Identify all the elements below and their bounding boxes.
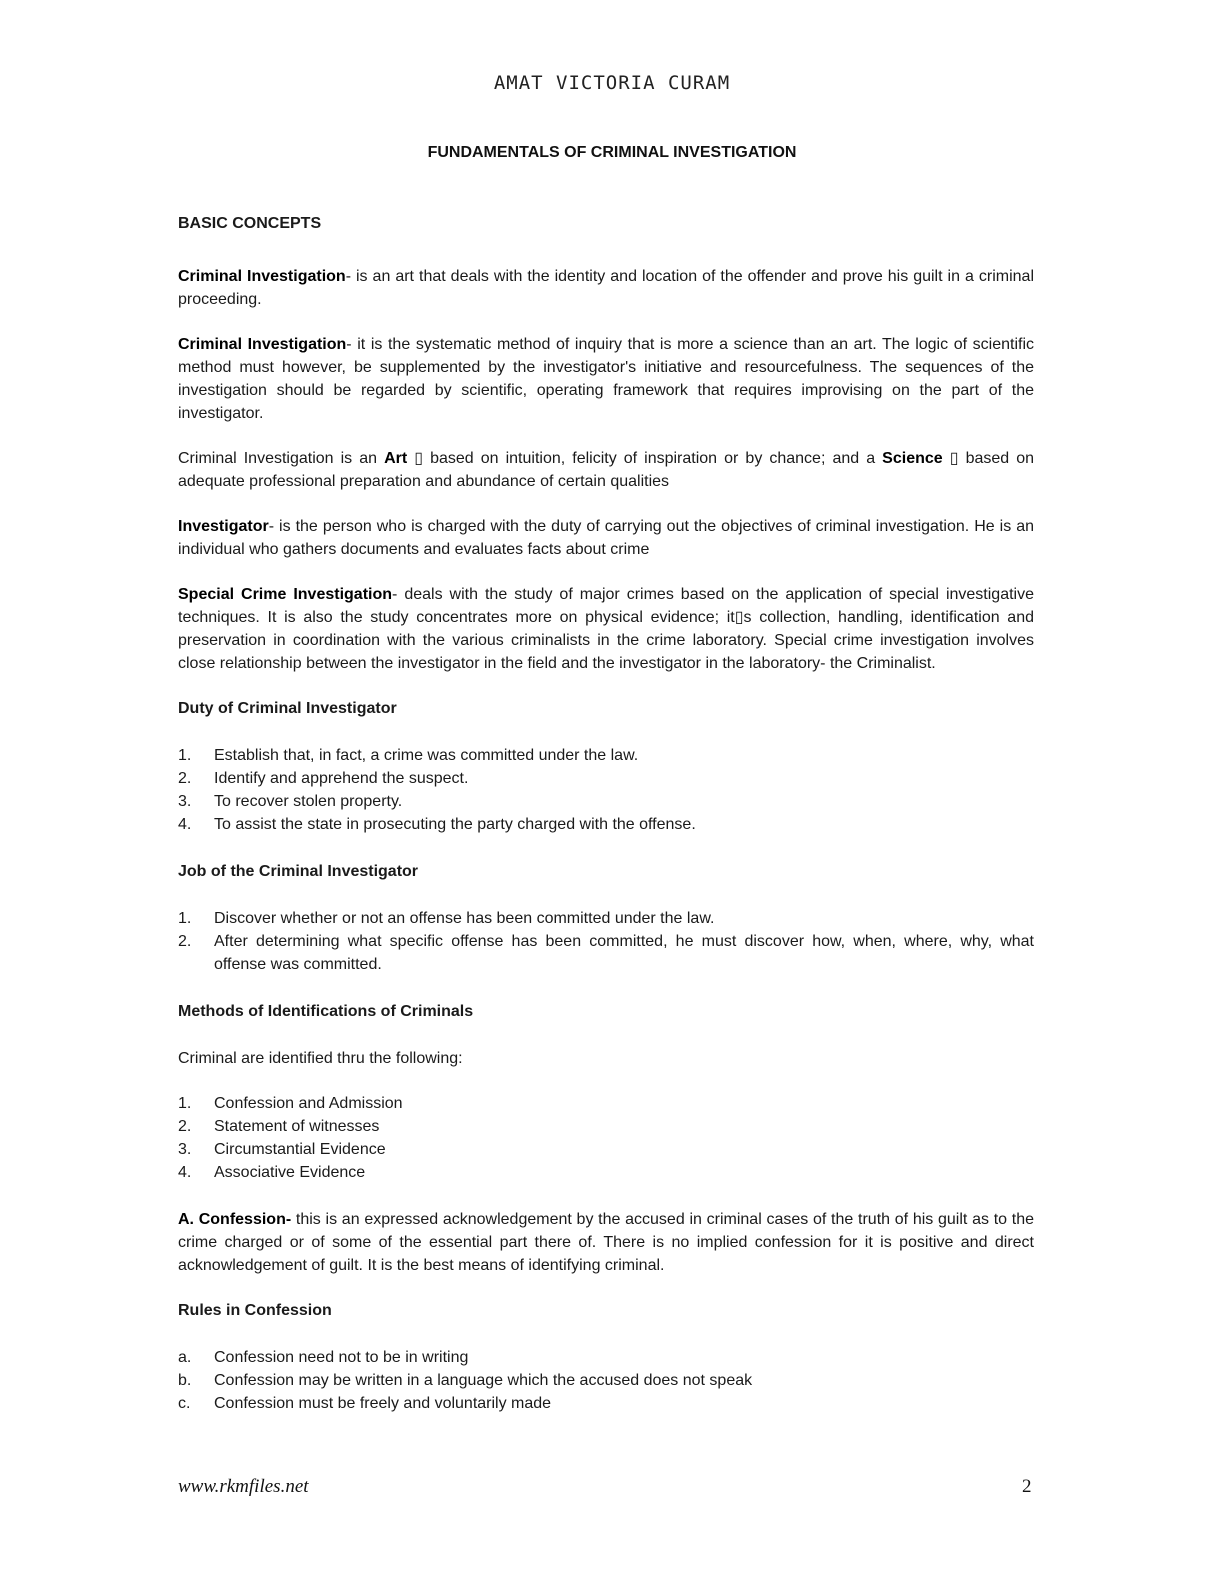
methods-list bbox=[178, 1092, 1034, 1184]
term: Investigator bbox=[178, 518, 269, 535]
term: A. Confession- bbox=[178, 1211, 292, 1228]
list-item: 2. Statement of witnesses bbox=[178, 1118, 380, 1135]
section-heading-job: Job of the Criminal Investigator bbox=[178, 863, 419, 880]
list-item: b. Confession may be written in a language which the accused does not speak bbox=[178, 1372, 753, 1389]
methods-intro: Criminal are identified thru the following: bbox=[178, 1050, 463, 1067]
list-item: c. Confession must be freely and voluntarily made bbox=[178, 1395, 552, 1412]
list-item: 1. Confession and Admission bbox=[178, 1095, 403, 1112]
running-head: AMAT VICTORIA CURAM bbox=[493, 72, 731, 94]
paragraph-criminal-investigation-science: Criminal Investigation- it is the systematic method of inquiry that is more a science than an art. The logic of scientific method must however, be supplemented by the investigator's initiative and resourcefulness. The sequences of the investigation should be regarded by scientific, operating framework that requires improvising on the part of the investigator. bbox=[178, 336, 1035, 422]
rules-list bbox=[178, 1346, 1034, 1415]
list-item: 2. Identify and apprehend the suspect. bbox=[178, 770, 469, 787]
paragraph-investigator: Investigator- is the person who is charged with the duty of carrying out the objectives of criminal investigation. He is an individual who gathers documents and evaluates facts about crime bbox=[178, 518, 1034, 558]
document-title: FUNDAMENTALS OF CRIMINAL INVESTIGATION bbox=[427, 144, 797, 161]
list-item: 1. Discover whether or not an offense has been committed under the law. bbox=[178, 910, 715, 927]
section-heading-basic-concepts: BASIC CONCEPTS bbox=[178, 215, 322, 232]
term: Criminal Investigation bbox=[178, 268, 346, 285]
paragraph-art-and-science: Criminal Investigation is an Art ▯ based on intuition, felicity of inspiration or by chance; and a Science ▯ based on adequate professional preparation and abundance of certain qualities bbox=[178, 450, 1035, 490]
section-heading-duty: Duty of Criminal Investigator bbox=[178, 700, 397, 717]
job-list bbox=[178, 907, 1034, 976]
list-item: 3. To recover stolen property. bbox=[178, 793, 403, 810]
list-item: 2. After determining what specific offense has been committed, he must discover how, when, where, why, what offense was committed. bbox=[178, 933, 1034, 973]
page-number: 2 bbox=[1022, 1476, 1032, 1497]
term-science: Science bbox=[882, 450, 943, 467]
duty-list bbox=[178, 744, 1034, 836]
term: Special Crime Investigation bbox=[178, 586, 393, 603]
list-item: 4. Associative Evidence bbox=[178, 1164, 366, 1181]
paragraph-confession: A. Confession- this is an expressed acknowledgement by the accused in criminal cases of the truth of his guilt as to the crime charged or of some of the essential part there of. There is no implied confession for it is positive and direct acknowledgement of guilt. It is the best means of identifying criminal. bbox=[178, 1211, 1035, 1274]
document-body bbox=[178, 212, 1034, 1437]
list-item: a. Confession need not to be in writing bbox=[178, 1349, 469, 1366]
footer-site: www.rkmfiles.net bbox=[178, 1476, 309, 1497]
section-heading-rules: Rules in Confession bbox=[178, 1302, 332, 1319]
term-art: Art bbox=[384, 450, 408, 467]
section-heading-methods: Methods of Identifications of Criminals bbox=[178, 1003, 474, 1020]
list-item: 4. To assist the state in prosecuting the party charged with the offense. bbox=[178, 816, 696, 833]
paragraph-special-crime-investigation: Special Crime Investigation- deals with the study of major crimes based on the application of special investigative techniques. It is also the study concentrates more on physical evidence; it▯s collection, handling, identification and preservation in coordination with the various criminalists in the crime laboratory. Special crime investigation involves close relationship between the investigator in the field and the investigator in the laboratory- the Criminalist. bbox=[178, 586, 1034, 672]
list-item: 1. Establish that, in fact, a crime was committed under the law. bbox=[178, 747, 639, 764]
paragraph-criminal-investigation-art: Criminal Investigation- is an art that deals with the identity and location of the offender and prove his guilt in a criminal proceeding. bbox=[178, 268, 1034, 308]
term: Criminal Investigation bbox=[178, 336, 347, 353]
list-item: 3. Circumstantial Evidence bbox=[178, 1141, 386, 1158]
